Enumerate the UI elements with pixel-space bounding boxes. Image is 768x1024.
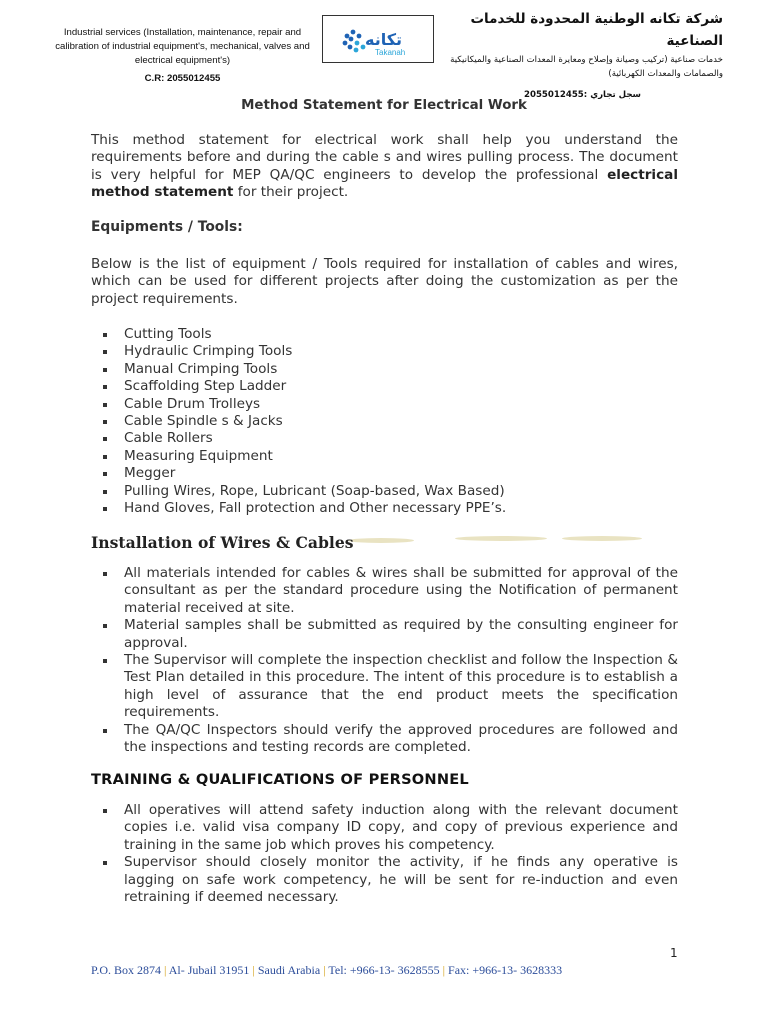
installation-list: [91, 565, 678, 756]
footer-city: Al- Jubail 31951: [168, 963, 250, 977]
company-info-arabic: [445, 8, 723, 100]
footer-separator: |: [164, 963, 167, 977]
services-line-3: electrical equipment's): [134, 55, 231, 66]
list-item: The QA/QC Inspectors should verify the approved procedures are followed and the inspections and testing records are completed.: [91, 722, 678, 757]
list-item: All operatives will attend safety induction along with the relevant document copies i.e. valid visa company ID copy, and copy of previous experience and training in the same job which proves his competency.: [91, 802, 678, 854]
commercial-registration-arabic: سجل تجاري :2055012455: [523, 90, 641, 100]
list-item: Cable Spindle s & Jacks: [91, 413, 678, 430]
list-item: Scaffolding Step Ladder: [91, 378, 678, 395]
company-name-arabic: شركة تكانه الوطنية المحدودة للخدمات الصناعية: [470, 11, 723, 49]
watermark-stroke: [562, 536, 642, 541]
intro-paragraph: [91, 132, 678, 202]
list-item: Cable Drum Trolleys: [91, 396, 678, 413]
services-arabic-line-1: خدمات صناعية (تركيب وصيانة وإصلاح ومعايرة المعدات الصناعية والميكانيكية: [450, 55, 723, 65]
footer-contact: [91, 963, 562, 978]
intro-text-2: for their project.: [233, 184, 349, 201]
footer-phone: Tel: +966-13- 3628555: [328, 963, 440, 977]
takanah-logo-icon: [323, 16, 435, 64]
document-title: Method Statement for Electrical Work: [241, 98, 527, 113]
equipment-intro-paragraph: Below is the list of equipment / Tools required for installation of cables and wires, which can be used for different projects after doing the customization as per the project requirements.: [91, 256, 678, 307]
footer-separator: |: [323, 963, 326, 977]
list-item: Manual Crimping Tools: [91, 361, 678, 378]
company-logo: [322, 15, 434, 63]
watermark-stroke: [348, 538, 414, 543]
list-item: Measuring Equipment: [91, 448, 678, 465]
logo-arabic-text: تكانه: [365, 30, 403, 49]
list-item: Cable Rollers: [91, 430, 678, 447]
company-info-english: [40, 26, 325, 86]
footer-separator: |: [252, 963, 255, 977]
training-heading: TRAINING & QUALIFICATIONS OF PERSONNEL: [91, 771, 469, 788]
list-item: Supervisor should closely monitor the activity, if he finds any operative is lagging on safe work competency, he will be sent for re-induction and even retraining if deemed necessary.: [91, 854, 678, 906]
training-list: [91, 802, 678, 906]
list-item: The Supervisor will complete the inspection checklist and follow the Inspection & Test Plan detailed in this procedure. The intent of this procedure is to establish a high level of assurance that the end product meets the specification requirements.: [91, 652, 678, 722]
commercial-registration: C.R: 2055012455: [144, 73, 221, 84]
list-item: Pulling Wires, Rope, Lubricant (Soap-based, Wax Based): [91, 483, 678, 500]
intro-text-1: This method statement for electrical work shall help you understand the requirements before and during the cable s and wires pulling process. The document is very helpful for MEP QA/QC engineers to develop the professional: [91, 132, 678, 183]
footer-separator: |: [442, 963, 446, 977]
services-line-2: calibration of industrial equipment's, mechanical, valves and: [55, 41, 310, 52]
list-item: All materials intended for cables & wires shall be submitted for approval of the consultant as per the standard procedure using the Notification of permanent material received at site.: [91, 565, 678, 617]
services-line-1: Industrial services (Installation, maintenance, repair and: [63, 27, 302, 38]
page-number: 1: [670, 946, 678, 960]
footer-po-box: P.O. Box 2874: [91, 963, 162, 977]
footer-country: Saudi Arabia: [257, 963, 321, 977]
watermark-stroke: [455, 536, 547, 541]
list-item: Hydraulic Crimping Tools: [91, 343, 678, 360]
tools-list: [91, 326, 678, 517]
intro-bold-term: electrical method statement: [91, 166, 678, 201]
list-item: Megger: [91, 465, 678, 482]
footer-fax: Fax: +966-13- 3628333: [448, 963, 563, 977]
installation-heading: Installation of Wires & Cables: [91, 533, 354, 552]
list-item: Cutting Tools: [91, 326, 678, 343]
services-arabic-line-2: والصمامات والمعدات الكهربائية): [608, 69, 723, 79]
logo-english-text: Takanah: [375, 48, 406, 57]
list-item: Hand Gloves, Fall protection and Other necessary PPE’s.: [91, 500, 678, 517]
equipment-heading: Equipments / Tools:: [91, 219, 243, 235]
list-item: Material samples shall be submitted as required by the consulting engineer for approval.: [91, 617, 678, 652]
